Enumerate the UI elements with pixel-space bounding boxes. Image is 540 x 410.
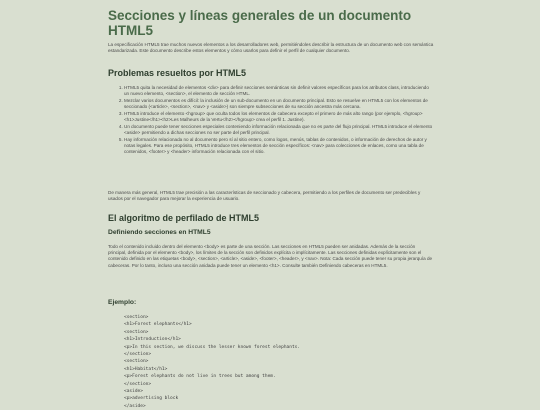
code-line: <p>advertising block xyxy=(124,396,179,402)
list-item: 2. Mezclar varios documentos es difícil: la inclusión de un sub-documento en un documento principal. Esto se resuelve en HTML5 con los elementos de seccionado (<article>, <section>, <nav> y <aside>) son siempre subsecciones de su sección ancestra más cercana. xyxy=(124,98,434,110)
subsection-heading-defining: Definiendo secciones en HTML5 xyxy=(108,229,211,236)
page-title: Secciones y líneas generales de un documento HTML5 xyxy=(108,8,412,38)
code-line: </section> xyxy=(124,381,152,387)
code-block xyxy=(108,314,434,410)
intro-block xyxy=(108,42,434,54)
list-item: 3. HTML5 introduce el elemento <hgroup> que oculta todos los elementos de cabecera excepto el primero de más alto rango (por ejemplo, <hgroup><h1>Justine</h1><h2>Les Malheurs de la Vertu</h2></hgroup> crea el perfil 1. Justine). xyxy=(124,111,434,123)
problems-list-block xyxy=(108,85,434,156)
list-item: 1. HTML5 quita la necesidad de elementos <div> para definir secciones semánticas sin definir valores específicos para los atributos class, introduciendo un nuevo elemento, <section>, el elemento de sección HTML. xyxy=(124,85,434,97)
example-heading: Ejemplo: xyxy=(108,299,137,306)
closing-block xyxy=(108,190,434,202)
code-line: <h1>Forest elephants</h1> xyxy=(124,322,192,328)
section-heading-problems: Problemas resueltos por HTML5 xyxy=(108,68,247,78)
document-header xyxy=(108,8,434,38)
section-problems xyxy=(108,68,434,79)
closing-paragraph: De manera más general, HTML5 trae precisión a las características de seccionado y cabecera, permitiendo a los perfiles de documento ser predecibles y usados por el navegador para mejorar la experiencia de usuario. xyxy=(108,190,421,202)
code-line: <section> xyxy=(124,359,149,365)
list-item: 5. Hay información relacionada no al documento pero sí al sitio entero, como logos, menús, tablas de contenidos, o información de derechos de autor y notas legales. Para ese propósito, HTML5 introduce tres elementos de sección específicos: <nav> para colecciones de enlaces, como una tabla de contenidos, <footer> y <header> información relacionada con el sitio. xyxy=(124,137,434,156)
code-line: <p>Forest elephants do not live in trees but among them. xyxy=(124,374,276,380)
list-item: 4. Un documento puede tener secciones especiales conteniendo información relacionada que no es parte del flujo principal. HTML5 introduce el elemento <aside> permitiendo a dichas secciones no ser parte del perfil principal. xyxy=(124,124,434,136)
defining-body-block xyxy=(108,244,434,269)
code-line: <section> xyxy=(124,329,149,335)
code-line: <p>In this section, we discuss the lesser known forest elephants. xyxy=(124,344,301,350)
problems-list xyxy=(108,85,434,156)
code-line: <h1>Habitat</h1> xyxy=(124,366,168,372)
code-line: <h1>Introduction</h1> xyxy=(124,337,181,343)
code-line: <aside> xyxy=(124,389,143,395)
subsection-defining xyxy=(108,229,434,237)
section-heading-algorithm: El algoritmo de perfilado de HTML5 xyxy=(108,213,260,223)
defining-paragraph: Todo el contenido incluido dentro del elemento <body> es parte de una sección. Las secciones en HTML5 pueden ser anidadas. Además de la sección principal, definida por el elemento <body>, los límites de la sección son definidos explícita o implícitamente. Las secciones definidas explícitamente son el contenido definido en las etiquetas <body>, <section>, <article>, <aside>, <footer>, <header>, y <nav>. Nota: Cada sección puede tener su propia jerarquía de cabeceras. Por lo tanto, incluso una sección anidada puede tener un elemento <h1>. Consulte también Definiendo cabeceras en HTML5. xyxy=(108,244,433,268)
section-algorithm xyxy=(108,213,434,224)
code-example xyxy=(108,314,434,410)
code-line: </aside> xyxy=(124,403,146,409)
code-line: <section> xyxy=(124,315,149,320)
example-heading-block xyxy=(108,299,434,307)
code-line: </section> xyxy=(124,352,152,358)
intro-paragraph: La especificación HTML5 trae muchos nuevos elementos a los desarrolladores web, permitiéndoles describir la estructura de un documento web con semántica estandarizada. Este documento describe estos elementos y cómo usarlos para definir el perfil de cualquier documento. xyxy=(108,42,434,54)
